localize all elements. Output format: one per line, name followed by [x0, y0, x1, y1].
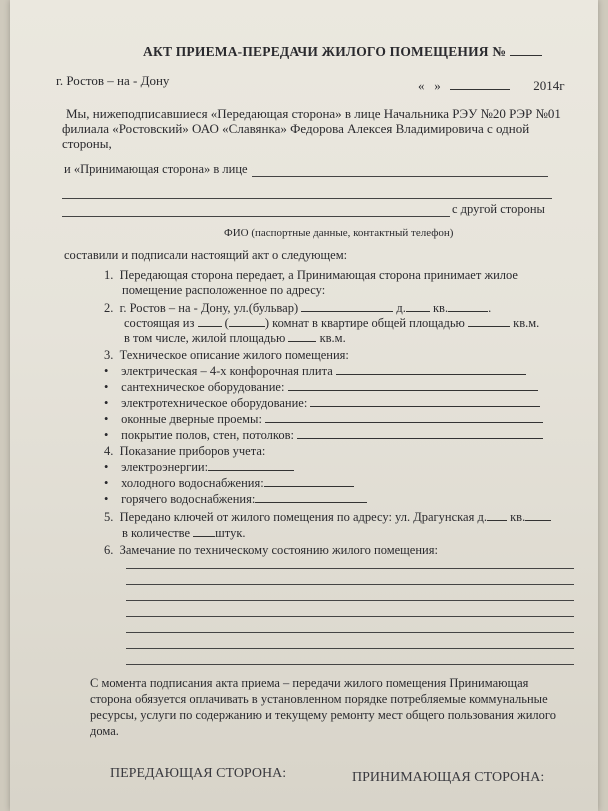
item-2: 2. г. Ростов – на - Дону, ул.(бульвар) д. кв. . — [104, 301, 492, 315]
date-line: « » 2014г — [418, 78, 565, 93]
intro-line-2: филиала «Ростовский» ОАО «Славянка» Федорова Алексея Владимировича с одной — [62, 121, 530, 136]
item-3-bullet-2: • сантехническое оборудование: — [104, 380, 538, 395]
item-4-bullet-1: • электроэнергии: — [104, 460, 294, 475]
item-5-line-2: в количестве штук. — [122, 526, 246, 540]
remarks-line[interactable] — [126, 616, 574, 617]
remarks-line[interactable] — [126, 664, 574, 665]
remarks-line[interactable] — [126, 568, 574, 569]
fio-caption: ФИО (паспортные данные, контактный телефон) — [224, 227, 454, 239]
item-5: 5. Передано ключей от жилого помещения по адресу: ул. Драгунская д. кв. — [104, 510, 551, 525]
closing-line-3: ресурсы, услуги по содержанию и текущему ремонту мест общего пользования жилого — [90, 708, 556, 722]
other-side: с другой стороны — [452, 202, 545, 216]
remarks-line[interactable] — [126, 648, 574, 649]
item-3-bullet-4: • оконные дверные проемы: — [104, 412, 543, 427]
document-title: АКТ ПРИЕМА-ПЕРЕДАЧИ ЖИЛОГО ПОМЕЩЕНИЯ № — [143, 44, 542, 60]
bullet-icon: • — [104, 460, 109, 474]
remarks-line[interactable] — [126, 600, 574, 601]
receiving-field-2[interactable] — [62, 198, 552, 199]
item-1-line-2: помещение расположенное по адресу: — [122, 283, 326, 297]
bullet-icon: • — [104, 412, 109, 426]
remarks-line[interactable] — [126, 584, 574, 585]
bullet-icon: • — [104, 476, 109, 490]
bullet-icon: • — [104, 428, 109, 442]
bullet-icon: • — [104, 380, 109, 394]
document-sheet — [10, 0, 598, 811]
item-2-line-3: в том числе, жилой площадью кв.м. — [124, 331, 346, 345]
closing-line-4: дома. — [90, 724, 119, 738]
closing-line-2: сторона обязуется оплачивать в установленном порядке потребляемые коммунальные — [90, 692, 548, 706]
item-6: 6. Замечание по техническому состоянию жилого помещения: — [104, 543, 438, 557]
item-3-bullet-1: • электрическая – 4-х конфорочная плита — [104, 364, 526, 379]
remarks-line[interactable] — [126, 632, 574, 633]
item-2-line-2: состоящая из ( ) комнат в квартире общей площадью кв.м. — [124, 316, 540, 330]
receiving-field-3[interactable] — [62, 216, 450, 217]
city: г. Ростов – на - Дону — [56, 73, 170, 88]
item-3-bullet-3: • электротехническое оборудование: — [104, 396, 540, 411]
item-4: 4. Показание приборов учета: — [104, 444, 266, 458]
item-3-bullet-5: • покрытие полов, стен, потолков: — [104, 428, 543, 443]
signature-left: ПЕРЕДАЮЩАЯ СТОРОНА: — [110, 766, 287, 781]
composed-text: составили и подписали настоящий акт о следующем: — [64, 248, 348, 262]
bullet-icon: • — [104, 364, 109, 378]
bullet-icon: • — [104, 396, 109, 410]
item-3: 3. Техническое описание жилого помещения: — [104, 348, 349, 362]
item-4-bullet-3: • горячего водоснабжения: — [104, 492, 367, 507]
bullet-icon: • — [104, 492, 109, 506]
intro-line-1: Мы, нижеподписавшиеся «Передающая сторона» в лице Начальника РЭУ №20 РЭР №01 — [66, 106, 561, 121]
item-1: 1. Передающая сторона передает, а Принимающая сторона принимает жилое — [104, 268, 518, 282]
item-4-bullet-2: • холодного водоснабжения: — [104, 476, 354, 491]
receiving-label: и «Принимающая сторона» в лице — [64, 162, 248, 176]
intro-line-3: стороны, — [62, 136, 112, 151]
receiving-field[interactable] — [252, 176, 548, 177]
closing-line-1: С момента подписания акта приема – передачи жилого помещения Принимающая — [90, 676, 529, 690]
signature-right: ПРИНИМАЮЩАЯ СТОРОНА: — [352, 770, 545, 785]
